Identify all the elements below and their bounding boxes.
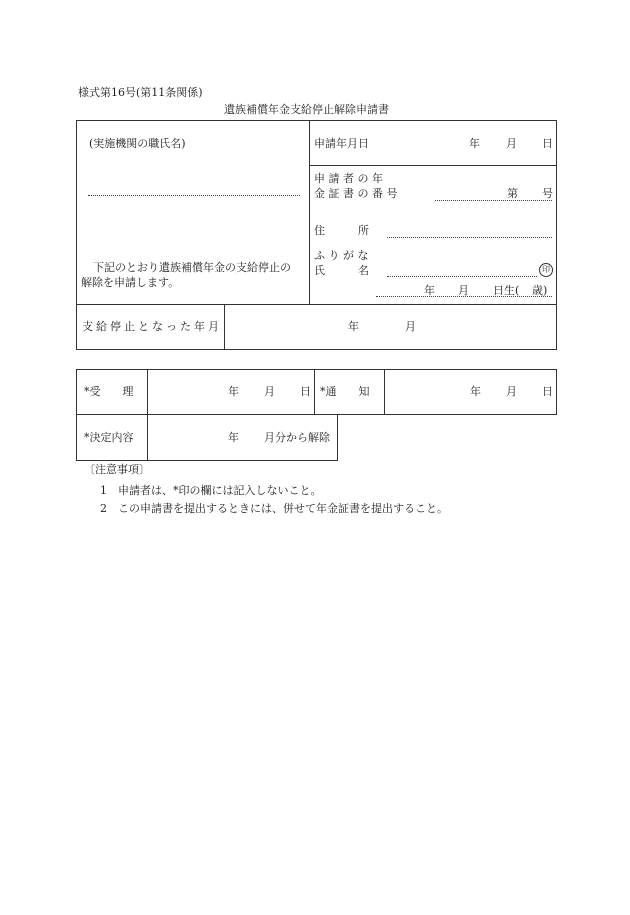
address-field[interactable] (387, 237, 552, 238)
form-title: 遺族補償年金支給停止解除申請書 (224, 103, 389, 116)
birth-day: 日生( (493, 284, 520, 297)
receipt-day: 日 (300, 385, 311, 398)
form-number: 様式第16号(第11条関係) (78, 86, 203, 99)
stop-date-month: 月 (405, 320, 416, 333)
pension-number-label-line2: 金 証 書 の 番 号 (314, 187, 398, 200)
notice-year: 年 (470, 385, 481, 398)
pension-number-dai: 第 (507, 187, 518, 200)
birth-month: 月 (458, 284, 469, 297)
birth-year: 年 (424, 284, 435, 297)
pension-number-go: 号 (542, 187, 553, 200)
application-date-day: 日 (542, 137, 553, 150)
application-date-label: 申請年月日 (314, 137, 369, 150)
divider (309, 120, 310, 304)
notice-month: 月 (506, 385, 517, 398)
address-label: 住 所 (314, 224, 369, 237)
note-2-number: 2 (100, 502, 107, 515)
note-1-number: 1 (100, 484, 107, 497)
application-date-month: 月 (506, 137, 517, 150)
receipt-label: *受 理 (84, 385, 134, 398)
recipient-label: (実施機関の職氏名) (89, 137, 186, 150)
note-1-text: 申請者は、*印の欄には記入しないこと。 (118, 484, 322, 497)
pension-number-label-line1: 申 請 者 の 年 (314, 172, 383, 185)
notes-heading: 〔注意事項〕 (84, 463, 150, 476)
stop-date-year: 年 (348, 320, 359, 333)
receipt-month: 月 (264, 385, 275, 398)
receipt-year: 年 (228, 385, 239, 398)
birth-age: 歳) (532, 284, 548, 297)
decision-label: *決定内容 (84, 431, 134, 444)
decision-text: 月分から解除 (264, 431, 330, 444)
divider (224, 304, 225, 350)
divider (314, 369, 315, 415)
application-date-year: 年 (469, 137, 480, 150)
recipient-field[interactable] (88, 195, 300, 196)
furigana-label: ふ り が な (314, 249, 369, 262)
notice-label: *通 知 (320, 385, 370, 398)
stop-date-label: 支給停止となった年月 (82, 320, 222, 333)
request-text-line2: 解除を申請します。 (81, 276, 180, 289)
divider (384, 369, 385, 415)
office-use-table (76, 369, 557, 415)
seal-icon: 印 (539, 263, 553, 277)
note-2-text: この申請書を提出するときには、併せて年金証書を提出すること。 (118, 502, 448, 515)
notice-day: 日 (542, 385, 553, 398)
name-label: 氏 名 (314, 264, 369, 277)
request-text-line1: 下記のとおり遺族補償年金の支給停止の (93, 261, 291, 274)
divider (309, 165, 557, 166)
divider (76, 304, 557, 305)
pension-number-field[interactable] (435, 200, 552, 201)
name-field[interactable] (387, 276, 537, 277)
decision-year: 年 (228, 431, 239, 444)
